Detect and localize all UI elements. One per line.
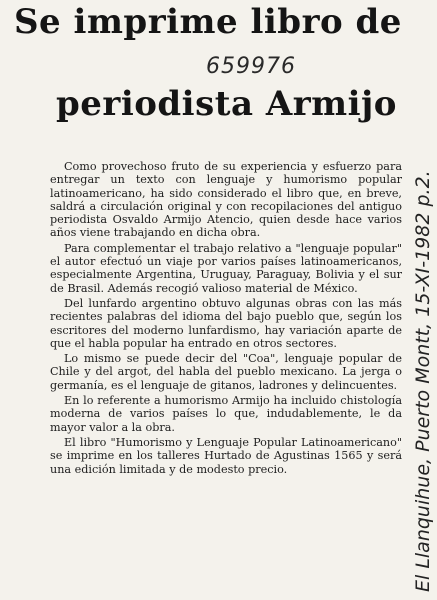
paragraph-4: Lo mismo se puede decir del "Coa", lenguaje popular de Chile y del argot, del habla del pueblo mexicano. La jerga o germanía, es el lenguaje de gitanos, ladrones y delincuentes. [50, 352, 402, 392]
paragraph-5: En lo referente a humorismo Armijo ha incluido chistología moderna de varios países lo que, indudablemente, le da mayor valor a la obra. [50, 394, 402, 434]
headline-line-1: Se imprime libro de [14, 2, 402, 42]
paragraph-1: Como provechoso fruto de su experiencia y esfuerzo para entregar un texto con lenguaje y humorismo popular latinoamericano, ha sido considerado el libro que, en breve, saldrá a circulación original y con recopilaciones del antiguo periodista Osvaldo Armijo Atencio, quien desde hace varios años viene trabajando en dicha obra. [50, 160, 402, 240]
paragraph-6: El libro "Humorismo y Lenguaje Popular Latinoamericano" se imprime en los talleres Hurtado de Agustinas 1565 y será una edición limitada y de modesto precio. [50, 435, 402, 476]
headline-line-2: periodista Armijo [56, 84, 397, 124]
paragraph-2: Para complementar el trabajo relativo a "lenguaje popular" el autor efectuó un viaje por varios países latinoamericanos, especialmente Argentina, Uruguay, Paraguay, Bolivia y el sur de Brasil. Además recogió valioso material de México. [50, 241, 402, 295]
article-body [50, 160, 402, 478]
handwritten-catalog-number: 659976 [206, 54, 296, 79]
handwritten-source-note: El Llanquihue, Puerto Montt, 15-XI-1982 p.2. [412, 170, 434, 592]
paragraph-3: Del lunfardo argentino obtuvo algunas obras con las más recientes palabras del idioma del bajo pueblo que, según los escritores del moderno lunfardismo, hay variación aparte de que el habla popular ha entrado en otros sectores. [50, 296, 402, 350]
